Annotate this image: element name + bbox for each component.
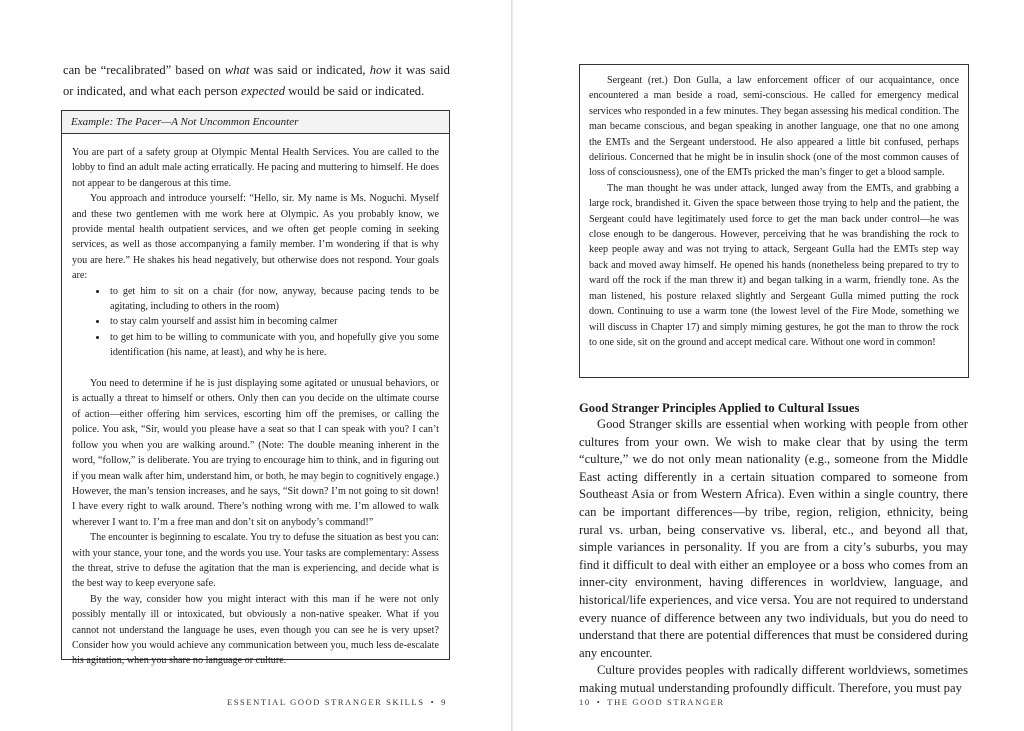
example-paragraph: You need to determine if he is just displaying some agitated or unusual behaviors, or is actually a threat to himself or others. Only then can you decide on the ultimate course of action—either offering him services, escorting him off the premises, or calling the police. You ask, “Sir, would you please have a seat so that I can speak with you? I can’t follow you when you are walking around.” (Note: The double meaning inherent in the word, “follow,” is deliberate. You are trying to encourage him to think, and in figuring out if you mean walk after him, understand him, or both, he may begin to cognitively engage.) However, the man’s tension increases, and he says, “Sit down? I’m not going to sit down! I have every right to walk around. There’s nothing wrong with me. I’m allowed to walk wherever I want to. I’m a free man and don’t sit on anybody’s command!” bbox=[72, 378, 439, 528]
page-number: 9 bbox=[441, 697, 447, 707]
example-box-title: Example: The Pacer—A Not Uncommon Encounter bbox=[62, 111, 449, 134]
anecdote-sidebar-box bbox=[579, 64, 969, 378]
body-paragraph: Culture provides peoples with radically different worldviews, sometimes making mutual understanding profoundly difficult. Therefore, you must pay bbox=[579, 663, 968, 695]
footer-title: ESSENTIAL GOOD STRANGER SKILLS bbox=[226, 697, 425, 707]
lead-text-3: it was said or indicated, and what each person bbox=[63, 63, 450, 98]
lead-text-4: would be said or indicated. bbox=[285, 84, 425, 98]
lead-emphasis-what: what bbox=[224, 63, 250, 77]
lead-emphasis-how: how bbox=[369, 63, 391, 77]
body-paragraph: Good Stranger skills are essential when working with people from other cultures from your own. We wish to make clear that by using the term “culture,” we do not only mean nationality (e.g., someone from the Middle East acting differently in a certain situation compared to someone from Southeast Asia or from Western Africa). Even within a single country, there can be important differences—by tribe, region, religion, ethnicity, being rural vs. urban, being conservative vs. liberal, etc., and beyond all that, simple variances in personality. If you are from a city’s suburbs, you may find it difficult to deal with either an employee or a boss who comes from an inner-city environment, having differences in worldview, language, and historical/life experiences, and vice versa. You are not required to understand every nuance of difference between any two individuals, but you do need to understand that there are potential differences that must be considered during any encounter. bbox=[579, 417, 968, 660]
example-box-body bbox=[62, 134, 449, 669]
example-paragraph: The encounter is beginning to escalate. You try to defuse the situation as best you can: with your stance, your tone, and the words you use. Your tasks are complementary: Assess the threat, strive to defuse the agitation that the man is experiencing, and decide what is the best way to keep everyone safe. bbox=[72, 532, 439, 590]
goals-list bbox=[72, 284, 439, 361]
section-body bbox=[579, 416, 968, 698]
example-paragraph: You are part of a safety group at Olympic Mental Health Services. You are called to the lobby to find an adult male acting erratically. He pacing and muttering to himself. He does not appear to be dangerous at this time. bbox=[72, 147, 439, 189]
left-page bbox=[0, 0, 511, 731]
page-number: 10 bbox=[579, 697, 591, 707]
anecdote-paragraph: Sergeant (ret.) Don Gulla, a law enforcement officer of our acquaintance, once encountered a man beside a road, semi-conscious. He called for emergency medical services who responded in a few minutes. They began assessing his medical condition. The man became conscious, and began speaking in another language, one that no one among the EMTs and the Sergeant understood. He also appeared a little bit confused, perhaps delirious. Concerned that he might be in insulin shock (one of the most common causes of loss of consciousness), one of the EMTs pricked the man’s finger to get a blood sample. bbox=[589, 75, 959, 179]
paragraph-gap bbox=[72, 361, 439, 376]
anecdote-paragraph: The man thought he was under attack, lunged away from the EMTs, and grabbing a large rock, brandished it. Given the space between those trying to help and the patient, the Sergeant could have legitimately used force to get the man back under control—he was close enough to be dangerous. However, perceiving that he was brandishing the rock to keep people away and was not trying to attack, Sergeant Gulla had the EMTs step way back and moved away himself. He opened his hands (nonetheless being prepared to try to ward off the rock if the man threw it) and began talking in a warm, friendly tone. As the man listened, his posture relaxed slightly and Sergeant Gulla mimed putting the rock down. Continuing to use a warm tone (the lowest level of the Fire Mode, something we will discuss in Chapter 17) and simply miming gestures, he got the man to throw the rock to one side, sit on the ground and accept medical care. Without one word in common! bbox=[589, 182, 959, 348]
lead-emphasis-expected: expected bbox=[241, 84, 286, 98]
footer-title: THE GOOD STRANGER bbox=[607, 697, 725, 707]
goal-item: • to stay calm yourself and assist him in becoming calmer bbox=[108, 314, 439, 329]
lead-text-2: was said or indicated, bbox=[249, 63, 370, 77]
example-paragraph: By the way, consider how you might interact with this man if he were not only possibly mentally ill or intoxicated, but obviously a non-native speaker. What if you cannot not understand the language he uses, even though you can see he is very upset? Consider how you would achieve any communication between you, much less de-escalate his agitation, when you share no language or culture. bbox=[72, 593, 439, 667]
running-footer-left bbox=[227, 697, 447, 707]
running-footer-right bbox=[579, 697, 725, 707]
footer-separator: • bbox=[430, 697, 436, 707]
lead-text-1: can be “recalibrated” based on bbox=[63, 63, 225, 77]
example-paragraph: You approach and introduce yourself: “Hello, sir. My name is Ms. Noguchi. Myself and these two gentlemen with me work here at Olympic. As you probably know, we provide mental health outpatient services, and we often get people coming in seeking services, as well as those accompanying a family member. I’m wondering if that is why you are here.” He shakes his head negatively, but otherwise does not respond. Your goals are: bbox=[72, 193, 439, 282]
right-page bbox=[513, 0, 1024, 731]
goal-item: • to get him to sit on a chair (for now, anyway, because pacing tends to be agitating, including to others in the room) bbox=[108, 284, 439, 315]
example-sidebar-box bbox=[61, 110, 450, 667]
footer-separator: • bbox=[596, 697, 602, 707]
section-heading: Good Stranger Principles Applied to Cultural Issues bbox=[579, 401, 860, 415]
lead-paragraph bbox=[63, 60, 450, 102]
goal-item: • to get him to be willing to communicate with you, and hopefully give you some identification (his name, at least), and why he is here. bbox=[108, 330, 439, 361]
